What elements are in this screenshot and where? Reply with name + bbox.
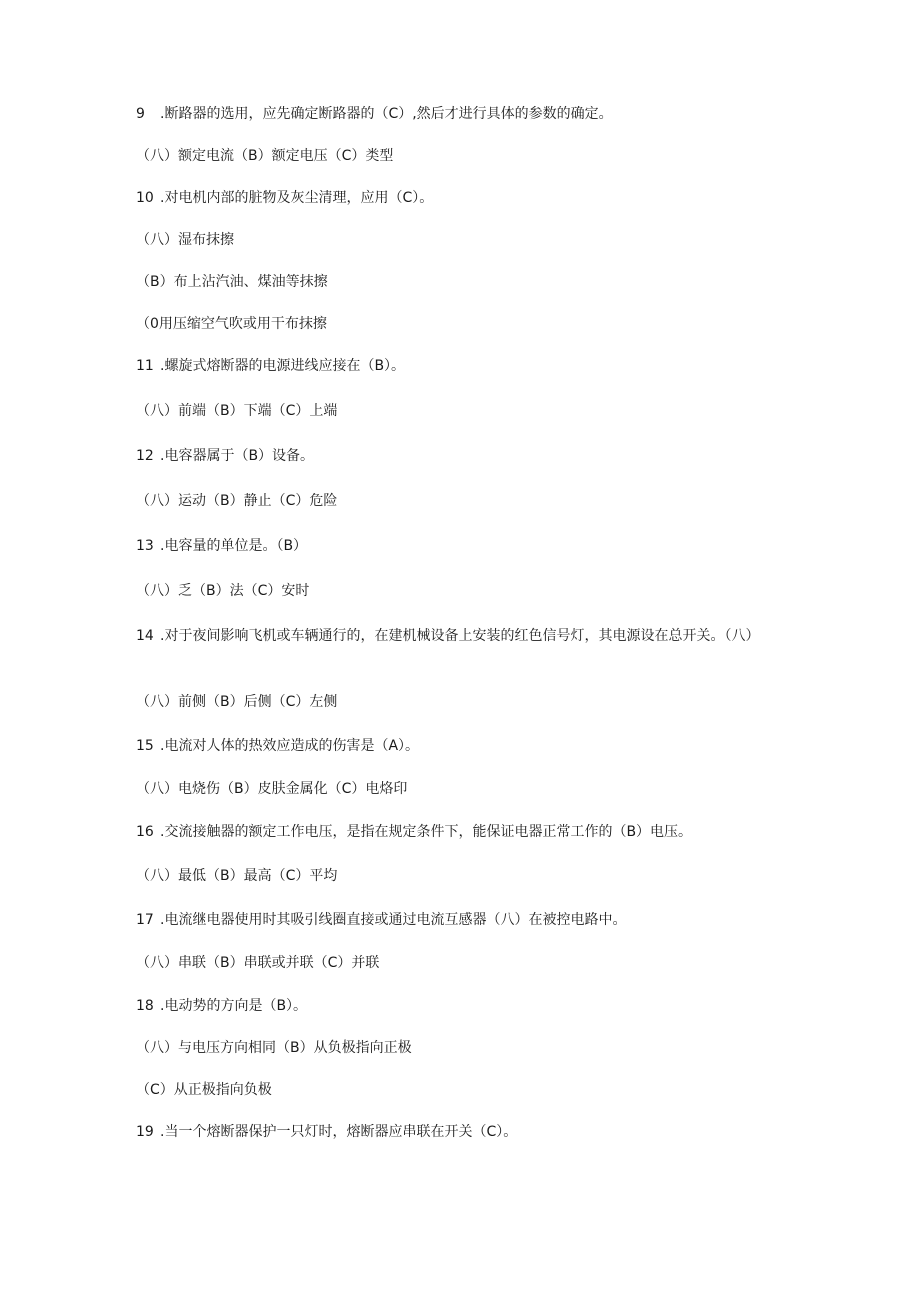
question-number: 17: [136, 912, 154, 928]
question-17-option-line: （八）串联（B）串联或并联（C）并联: [136, 955, 380, 971]
question-text: .螺旋式熔断器的电源进线应接在（B）。: [160, 358, 406, 374]
question-text: .电流继电器使用时其吸引线圈直接或通过电流互感器（八）在被控电路中。: [160, 912, 627, 928]
question-19: [136, 1122, 796, 1142]
question-11: [136, 356, 796, 376]
question-9: [136, 104, 796, 124]
question-16: [136, 822, 796, 842]
question-18-option-a: （八）与电压方向相同（B）从负极指向正极: [136, 1040, 412, 1056]
question-number: 16: [136, 824, 154, 840]
question-14: [136, 626, 796, 646]
question-text: .交流接触器的额定工作电压，是指在规定条件下，能保证电器正常工作的（B）电压。: [160, 824, 693, 840]
question-10-option-c: （0用压缩空气吹或用干布抹擦: [136, 316, 327, 332]
question-number: 19: [136, 1124, 154, 1140]
question-14-option-line: （八）前侧（B）后侧（C）左侧: [136, 694, 338, 710]
question-number: 14: [136, 628, 154, 644]
question-text: .当一个熔断器保护一只灯时，熔断器应串联在开关（C）。: [160, 1124, 518, 1140]
question-18-option-b: （C）从正极指向负极: [136, 1082, 272, 1098]
question-13: [136, 536, 796, 556]
question-12-option-line: （八）运动（B）静止（C）危险: [136, 493, 338, 509]
question-12: [136, 446, 796, 466]
question-text: .对电机内部的脏物及灰尘清理，应用（C）。: [160, 190, 434, 206]
question-number: 9: [136, 106, 145, 122]
question-text: .断路器的选用，应先确定断路器的（C）,然后才进行具体的参数的确定。: [160, 106, 613, 122]
question-number: 12: [136, 448, 154, 464]
question-10-option-a: （八）湿布抹擦: [136, 232, 234, 248]
question-10: [136, 188, 796, 208]
question-number: 18: [136, 998, 154, 1014]
question-text: .对于夜间影响飞机或车辆通行的，在建机械设备上安装的红色信号灯，其电源设在总开关。（八）: [160, 628, 760, 644]
question-13-option-line: （八）乏（B）法（C）安时: [136, 583, 310, 599]
question-18: [136, 996, 796, 1016]
question-16-option-line: （八）最低（B）最高（C）平均: [136, 868, 338, 884]
question-number: 10: [136, 190, 154, 206]
question-text: .电动势的方向是（B）。: [160, 998, 308, 1014]
question-number: 15: [136, 738, 154, 754]
question-text: .电容器属于（B）设备。: [160, 448, 315, 464]
question-10-option-b: （B）布上沾汽油、煤油等抹擦: [136, 274, 328, 290]
question-number: 13: [136, 538, 154, 554]
question-15-option-line: （八）电烧伤（B）皮肤金属化（C）电烙印: [136, 781, 408, 797]
question-11-option-line: （八）前端（B）下端（C）上端: [136, 403, 338, 419]
question-9-option-line: （八）额定电流（B）额定电压（C）类型: [136, 148, 394, 164]
question-15: [136, 736, 796, 756]
question-17: [136, 910, 796, 930]
question-number: 11: [136, 358, 154, 374]
question-text: .电容量的单位是。（B）: [160, 538, 308, 554]
question-text: .电流对人体的热效应造成的伤害是（A）。: [160, 738, 420, 754]
